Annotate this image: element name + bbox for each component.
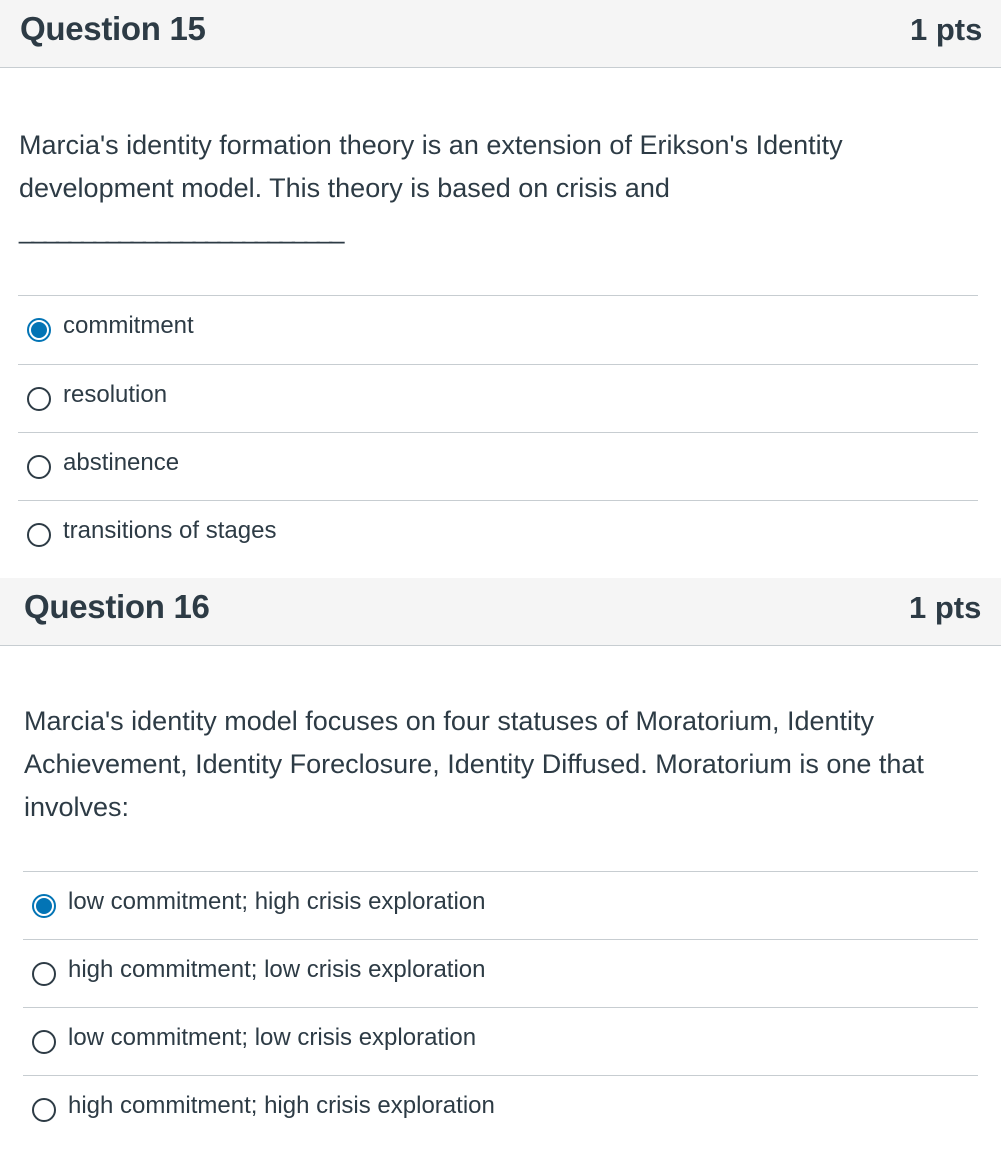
radio-selected-icon[interactable] [27,318,51,342]
answer-option[interactable] [18,432,978,500]
question-text: Marcia's identity model focuses on four statuses of Moratorium, Identity Achievement, Identity Foreclosure, Identity Diffused. Moratorium is one that involves: [24,706,924,822]
question-points: 1 pts [910,12,983,47]
answer-label[interactable]: transitions of stages [63,517,277,544]
radio-icon[interactable] [32,1030,56,1054]
question-header [0,0,1001,68]
answer-option[interactable] [18,500,978,568]
radio-icon[interactable] [27,455,51,479]
answer-label[interactable]: resolution [63,381,168,408]
radio-icon[interactable] [32,962,56,986]
answer-option[interactable] [23,1007,978,1075]
answer-label[interactable]: abstinence [63,449,180,476]
fill-in-blank: __________________________ [19,214,342,244]
answer-option[interactable] [23,939,978,1007]
answer-option[interactable] [18,364,978,432]
answer-label[interactable]: commitment [63,312,194,339]
radio-selected-icon[interactable] [32,894,56,918]
radio-icon[interactable] [27,523,51,547]
question-text: Marcia's identity formation theory is an extension of Erikson's Identity development model. This theory is based on crisis and [19,130,843,203]
answer-label[interactable]: high commitment; low crisis exploration [68,956,486,983]
question-header [0,578,1001,646]
answer-option[interactable] [23,871,978,939]
answer-option[interactable] [23,1075,978,1143]
radio-icon[interactable] [32,1098,56,1122]
radio-icon[interactable] [27,387,51,411]
answer-label[interactable]: high commitment; high crisis exploration [68,1092,495,1119]
answer-label[interactable]: low commitment; low crisis exploration [68,1024,477,1051]
question-points: 1 pts [909,590,982,625]
answer-label[interactable]: low commitment; high crisis exploration [68,888,486,915]
question-title: Question 15 [20,10,206,47]
question-title: Question 16 [24,588,210,625]
answer-option[interactable] [18,295,978,363]
